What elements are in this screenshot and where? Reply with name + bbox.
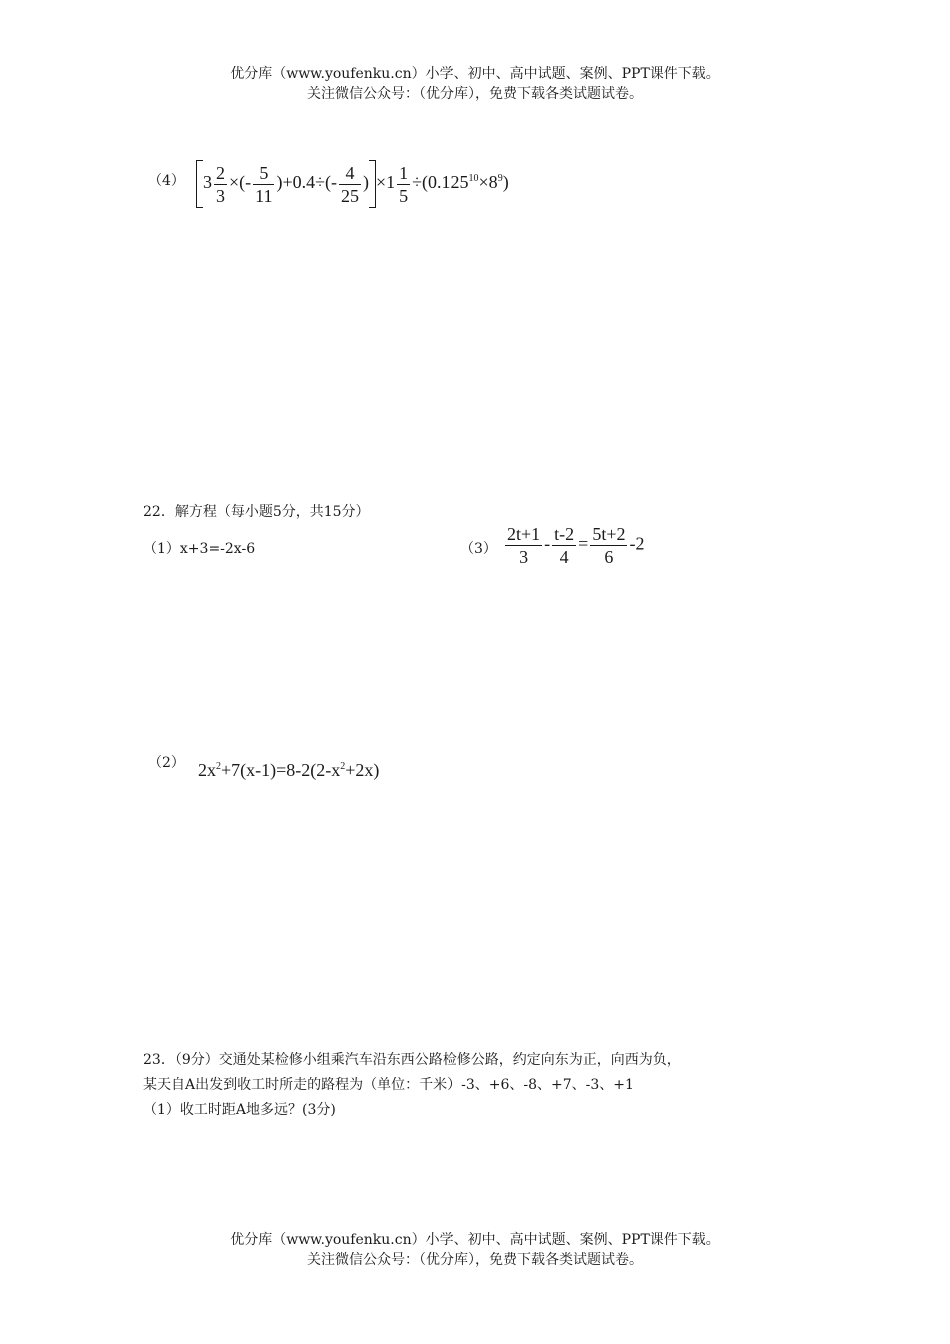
fraction: $\frac{5t+2}{6}$ (592, 524, 626, 567)
exponent: 2 (340, 761, 346, 772)
q22-part-3-equation: $\frac{2t+1}{3}$ - $\frac{t-2}{4}$ = $\frac{5t+2}{6}$ -2 (507, 524, 645, 567)
fraction: $\frac{2}{3}$ (216, 162, 225, 206)
header-line-2: 关注微信公众号：（优分库），免费下载各类试题试卷。 (307, 86, 643, 102)
footer-line-1: 优分库（www.youfenku.cn）小学、初中、高中试题、案例、PPT课件下载。 (230, 1232, 720, 1248)
q22-part-2-label: （2） (148, 755, 185, 771)
q22-part-2-equation: $2x^2+7(x-1)=8-2(2-x^2+2x)$ (198, 760, 380, 780)
mixed-whole: 3 (203, 172, 212, 193)
exponent: 2 (216, 761, 221, 772)
left-bracket (196, 160, 203, 208)
q23-line-2: 某天自A出发到收工时所走的路程为（单位：千米）-3、+6、-8、+7、-3、+1 (143, 1077, 634, 1093)
q21-4-expression: 3 $\frac{2}{3}$ ×(- $\frac{5}{11}$ )+0.4÷(- $\frac{4}{25}$ ) ×1 $\frac{1}{5}$ $\div(0.125^{10}\times 8^9)$ (196, 160, 509, 208)
q23-line-1: 23．（9分）交通处某检修小组乘汽车沿东西公路检修公路，约定向东为正，向西为负， (143, 1052, 681, 1068)
footer-line-2: 关注微信公众号：（优分库），免费下载各类试题试卷。 (307, 1252, 643, 1268)
header-line-1: 优分库（www.youfenku.cn）小学、初中、高中试题、案例、PPT课件下载。 (230, 66, 720, 82)
page-footer (0, 1230, 950, 1270)
q22-part-1: （1）x+3=-2x-6 (143, 541, 256, 557)
exponent: 9 (497, 173, 503, 185)
q21-4-label: （4） (148, 173, 185, 189)
fraction: $\frac{1}{5}$ (399, 162, 409, 206)
page-header (0, 64, 950, 104)
fraction: $\frac{2t+1}{3}$ (507, 524, 541, 567)
q23-line-3: （1）收工时距A地多远？(3分) (143, 1102, 336, 1118)
right-bracket (369, 160, 376, 208)
fraction: $\frac{5}{11}$ (255, 162, 273, 206)
q22-part-3-label: （3） (460, 541, 497, 557)
fraction: $\frac{t-2}{4}$ (554, 524, 575, 567)
fraction: $\frac{4}{25}$ (341, 162, 359, 206)
q22-title: 22．解方程（每小题5分，共15分） (143, 504, 370, 520)
exponent: 10 (468, 173, 479, 185)
